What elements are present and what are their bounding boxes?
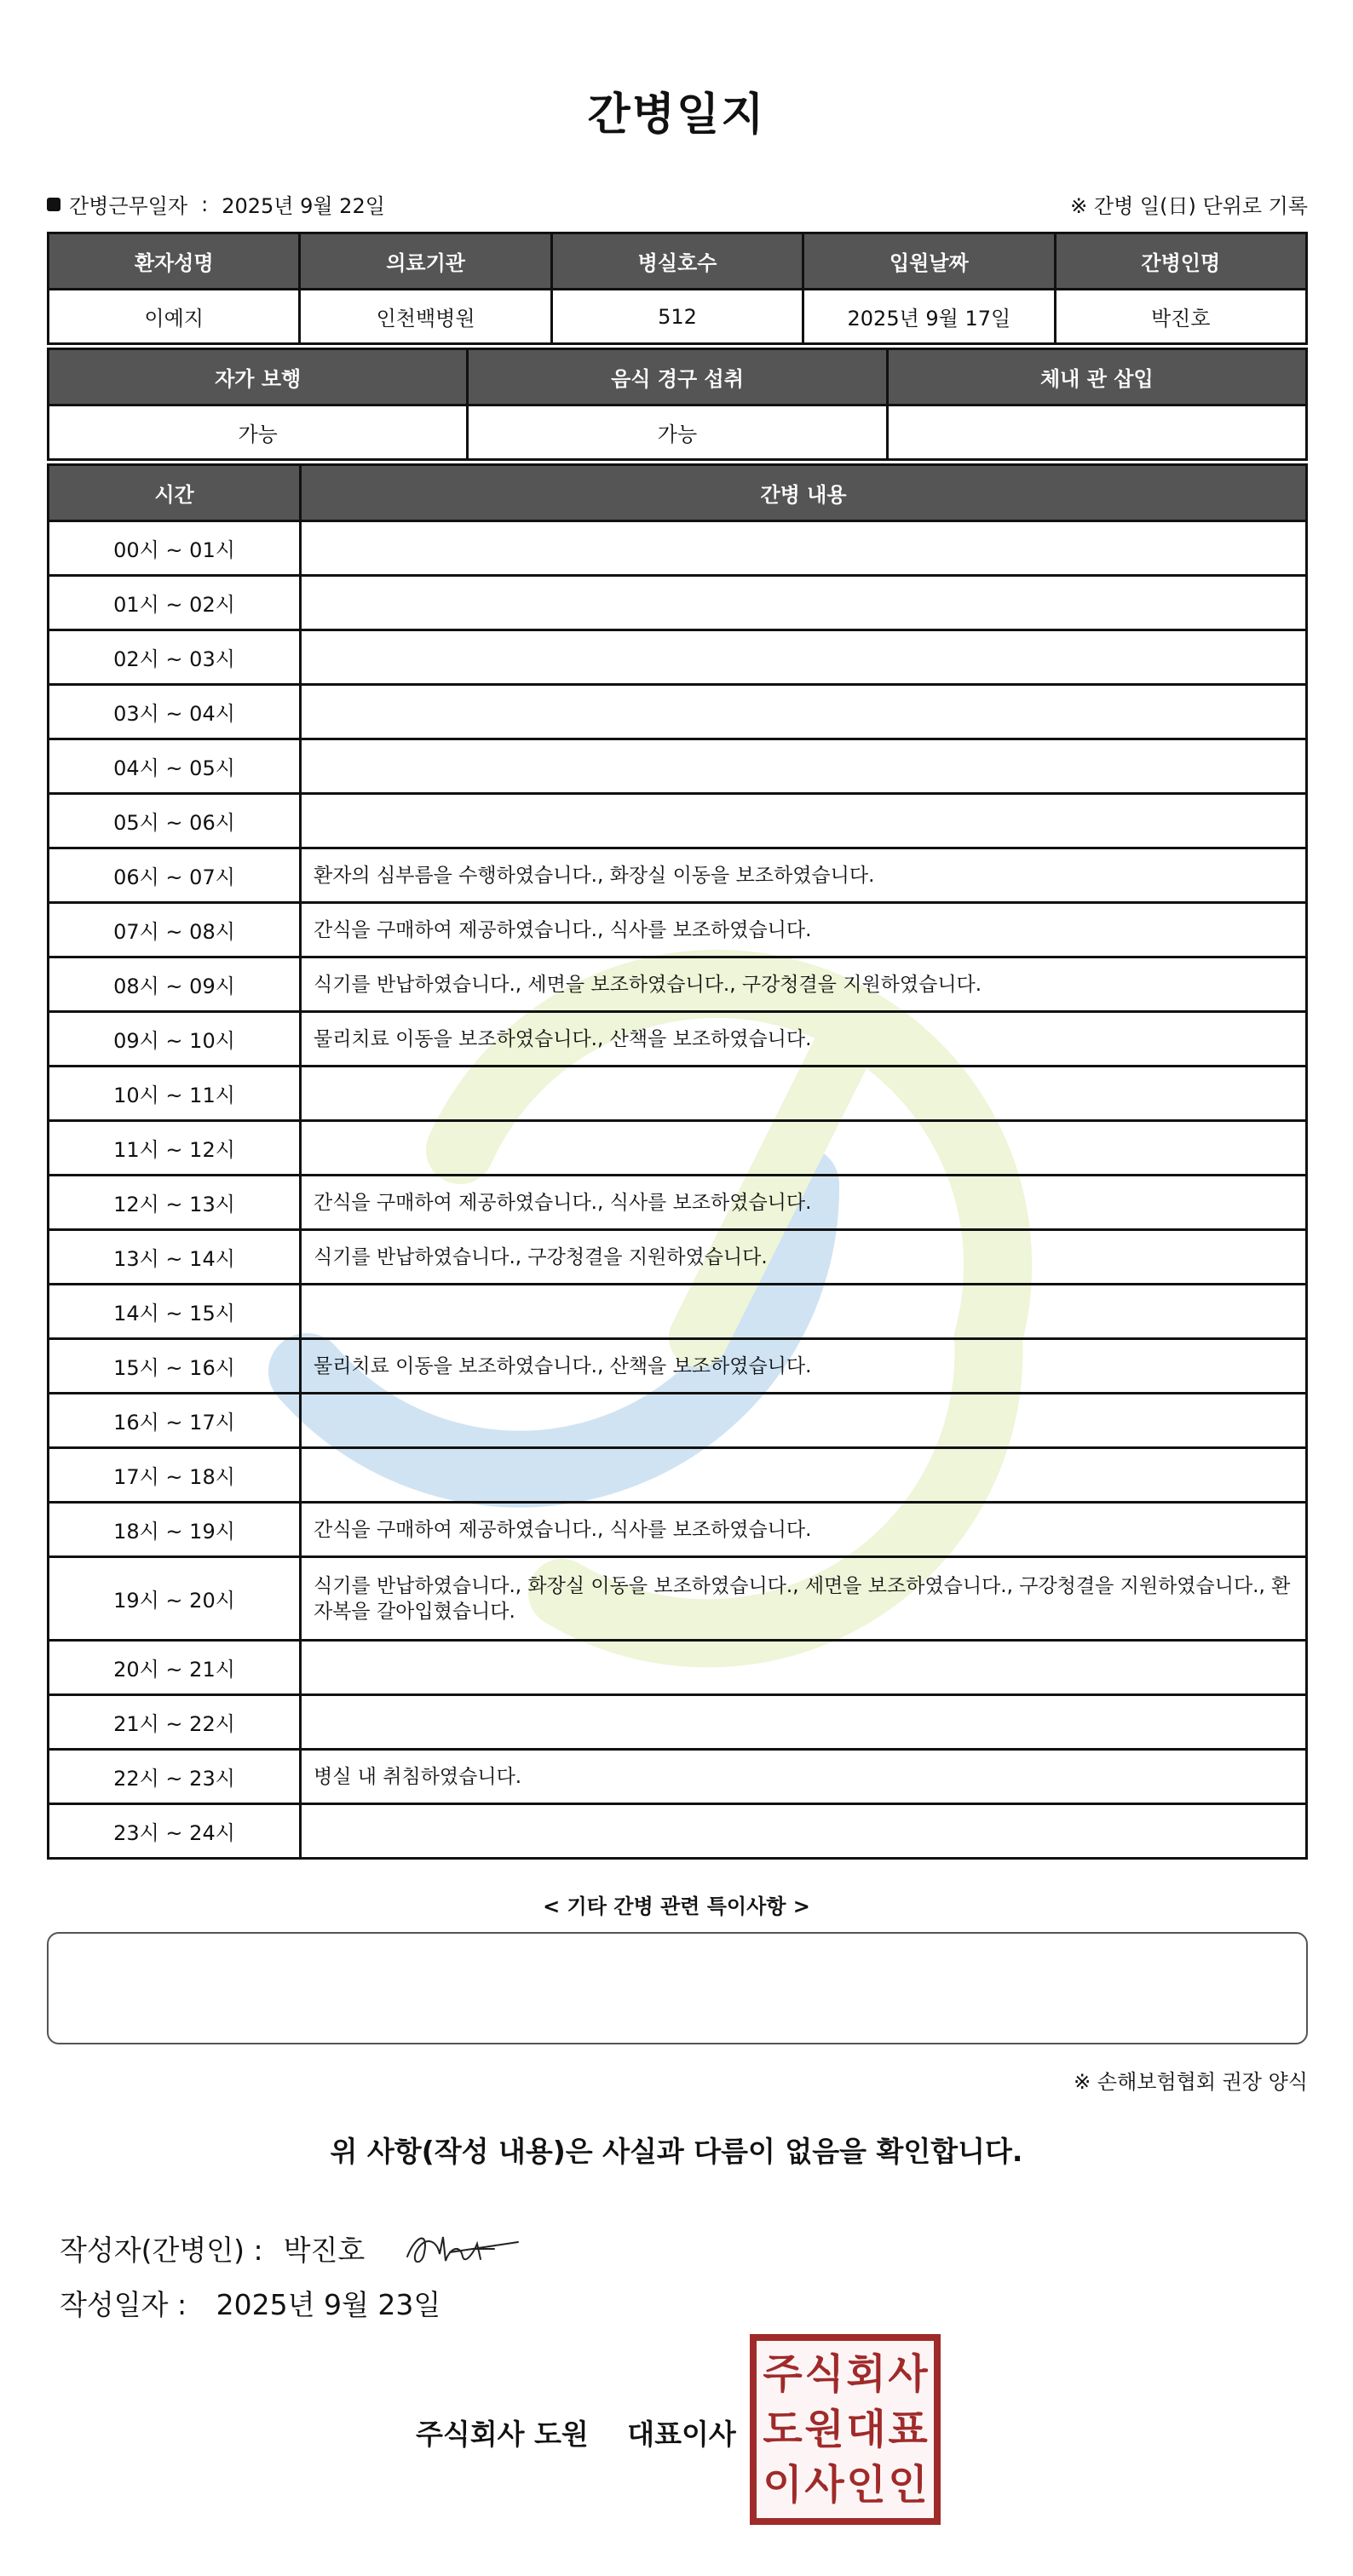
representative-title: 대표이사 [627, 2418, 736, 2451]
special-notes-title: < 기타 간병 관련 특이사항 > [543, 1895, 810, 1918]
content-cell: 식기를 반납하였습니다., 세면을 보조하였습니다., 구강청결을 지원하였습니다. [301, 957, 1307, 1012]
content-cell: 간식을 구매하여 제공하였습니다., 식사를 보조하였습니다. [301, 903, 1307, 957]
time-cell: 20시 ~ 21시 [49, 1641, 301, 1695]
time-cell: 13시 ~ 14시 [49, 1230, 301, 1285]
time-cell: 01시 ~ 02시 [49, 576, 301, 630]
admission-date-value: 2025년 9월 17일 [803, 290, 1055, 344]
time-cell: 09시 ~ 10시 [49, 1012, 301, 1067]
table-row [49, 521, 1307, 576]
table-row [49, 1121, 1307, 1176]
time-cell: 23시 ~ 24시 [49, 1804, 301, 1859]
writer-label: 작성자(간병인) : [60, 2233, 263, 2267]
admission-date-header: 입원날짜 [803, 233, 1055, 290]
table-row [49, 1285, 1307, 1339]
caregiver-name-value: 박진호 [1055, 290, 1306, 344]
table-row [49, 1230, 1307, 1285]
table-row [49, 685, 1307, 739]
content-cell [301, 1394, 1307, 1448]
content-cell [301, 1804, 1307, 1859]
table-row [49, 1339, 1307, 1394]
content-cell: 식기를 반납하였습니다., 구강청결을 지원하였습니다. [301, 1230, 1307, 1285]
table-row [49, 1176, 1307, 1230]
table-row [49, 1804, 1307, 1859]
time-cell: 19시 ~ 20시 [49, 1557, 301, 1641]
table-row [49, 903, 1307, 957]
seal-char: 회 [846, 2349, 886, 2398]
seal-char: 주 [763, 2349, 803, 2398]
content-cell [301, 1285, 1307, 1339]
content-cell [301, 1641, 1307, 1695]
table-row [49, 1394, 1307, 1448]
tube-insertion-header: 체내 관 삽입 [887, 349, 1306, 405]
time-cell: 15시 ~ 16시 [49, 1339, 301, 1394]
oral-intake-header: 음식 경구 섭취 [468, 349, 887, 405]
time-cell: 00시 ~ 01시 [49, 521, 301, 576]
time-cell: 10시 ~ 11시 [49, 1067, 301, 1121]
seal-char: 표 [888, 2405, 928, 2453]
oral-intake-value: 가능 [468, 405, 887, 460]
company-name: 주식회사 도원 [416, 2418, 589, 2451]
writer-line [60, 2218, 527, 2278]
time-cell: 14시 ~ 15시 [49, 1285, 301, 1339]
form-source-note: ※ 손해보험협회 권장 양식 [1074, 2070, 1308, 2094]
time-cell: 05시 ~ 06시 [49, 794, 301, 848]
time-cell: 04시 ~ 05시 [49, 739, 301, 794]
table-row [49, 1750, 1307, 1804]
writer-name: 박진호 [283, 2233, 366, 2267]
room-number-header: 병실호수 [551, 233, 803, 290]
table-row [49, 1448, 1307, 1503]
seal-char: 인 [888, 2461, 928, 2510]
time-cell: 12시 ~ 13시 [49, 1176, 301, 1230]
care-log-table [47, 463, 1308, 1860]
record-unit-note: ※ 간병 일(日) 단위로 기록 [1070, 194, 1308, 218]
handwritten-signature [399, 2218, 527, 2278]
time-cell: 07시 ~ 08시 [49, 903, 301, 957]
confirmation-statement: 위 사항(작성 내용)은 사실과 다름이 없음을 확인합니다. [330, 2135, 1023, 2168]
content-cell [301, 630, 1307, 685]
time-cell: 22시 ~ 23시 [49, 1750, 301, 1804]
seal-char: 이 [763, 2461, 803, 2510]
content-cell: 물리치료 이동을 보조하였습니다., 산책을 보조하였습니다. [301, 1339, 1307, 1394]
hospital-value: 인천백병원 [300, 290, 551, 344]
table-row [49, 794, 1307, 848]
time-cell: 17시 ~ 18시 [49, 1448, 301, 1503]
table-row [49, 1067, 1307, 1121]
work-date-value: 2025년 9월 22일 [222, 194, 385, 218]
special-notes-box [47, 1932, 1308, 2044]
written-date-line [60, 2283, 440, 2323]
seal-char: 식 [804, 2349, 844, 2398]
work-date-label: 간병근무일자 [69, 194, 188, 218]
walking-value: 가능 [49, 405, 468, 460]
table-row [49, 1503, 1307, 1557]
table-row [49, 576, 1307, 630]
content-cell [301, 1121, 1307, 1176]
caregiver-name-header: 간병인명 [1055, 233, 1306, 290]
content-cell: 식기를 반납하였습니다., 화장실 이동을 보조하였습니다., 세면을 보조하였습니다., 구강청결을 지원하였습니다., 환자복을 갈아입혔습니다. [301, 1557, 1307, 1641]
seal-char: 인 [846, 2461, 886, 2510]
content-cell: 간식을 구매하여 제공하였습니다., 식사를 보조하였습니다. [301, 1503, 1307, 1557]
table-row [49, 1695, 1307, 1750]
table-row [49, 1557, 1307, 1641]
work-date-line [47, 189, 385, 219]
table-row [49, 630, 1307, 685]
seal-char: 도 [763, 2405, 803, 2453]
content-cell [301, 576, 1307, 630]
table-row [49, 1012, 1307, 1067]
written-date-label: 작성일자 : [60, 2288, 187, 2321]
seal-char: 대 [846, 2405, 886, 2453]
content-cell [301, 739, 1307, 794]
tube-insertion-value [887, 405, 1306, 460]
written-date-value: 2025년 9월 23일 [216, 2288, 441, 2321]
time-cell: 02시 ~ 03시 [49, 630, 301, 685]
content-cell: 병실 내 취침하였습니다. [301, 1750, 1307, 1804]
room-number-value: 512 [551, 290, 803, 344]
time-header: 시간 [49, 465, 301, 521]
time-cell: 06시 ~ 07시 [49, 848, 301, 903]
care-content-header: 간병 내용 [301, 465, 1307, 521]
time-cell: 08시 ~ 09시 [49, 957, 301, 1012]
seal-char: 원 [804, 2405, 844, 2453]
content-cell: 환자의 심부름을 수행하였습니다., 화장실 이동을 보조하였습니다. [301, 848, 1307, 903]
patient-ability-table [47, 348, 1308, 461]
company-signature-line [416, 2412, 736, 2452]
hospital-header: 의료기관 [300, 233, 551, 290]
table-row [49, 848, 1307, 903]
content-cell: 간식을 구매하여 제공하였습니다., 식사를 보조하였습니다. [301, 1176, 1307, 1230]
table-row [49, 739, 1307, 794]
seal-char: 사 [804, 2461, 844, 2510]
time-cell: 11시 ~ 12시 [49, 1121, 301, 1176]
walking-header: 자가 보행 [49, 349, 468, 405]
meta-row [47, 189, 1308, 218]
time-cell: 18시 ~ 19시 [49, 1503, 301, 1557]
patient-info-table [47, 232, 1308, 345]
patient-name-value: 이예지 [49, 290, 300, 344]
content-cell [301, 521, 1307, 576]
time-cell: 16시 ~ 17시 [49, 1394, 301, 1448]
time-cell: 21시 ~ 22시 [49, 1695, 301, 1750]
square-bullet-icon [47, 198, 60, 211]
table-row [49, 1641, 1307, 1695]
patient-name-header: 환자성명 [49, 233, 300, 290]
page-title: 간병일지 [587, 89, 766, 141]
content-cell [301, 1067, 1307, 1121]
content-cell [301, 1448, 1307, 1503]
work-date-separator: : [201, 192, 209, 216]
time-cell: 03시 ~ 04시 [49, 685, 301, 739]
content-cell [301, 794, 1307, 848]
content-cell: 물리치료 이동을 보조하였습니다., 산책을 보조하였습니다. [301, 1012, 1307, 1067]
seal-char: 사 [888, 2349, 928, 2398]
content-cell [301, 685, 1307, 739]
table-row [49, 957, 1307, 1012]
company-seal-stamp [750, 2334, 941, 2525]
content-cell [301, 1695, 1307, 1750]
